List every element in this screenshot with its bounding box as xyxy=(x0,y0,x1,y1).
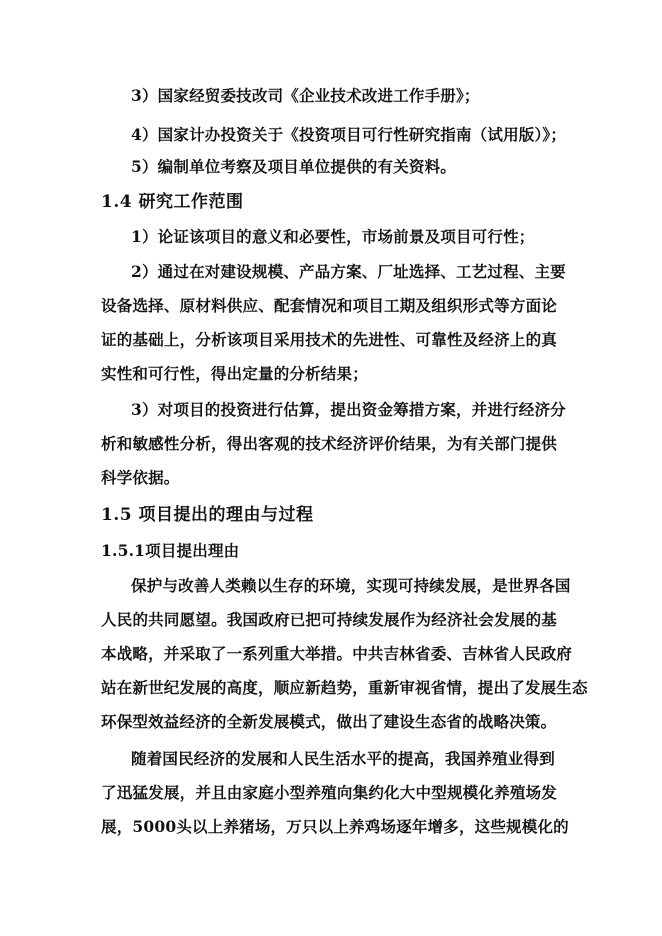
scope-item-1: 1）论证该项目的意义和必要性，市场前景及项目可行性； xyxy=(131,227,535,246)
scope-item-2-line-1: 2）通过在对建设规模、产品方案、厂址选择、工艺过程、主要 xyxy=(131,262,566,281)
reason-para-1-line-5: 环保型效益经济的全新发展模式，做出了建设生态省的战略决策。 xyxy=(101,712,557,731)
scope-item-2-line-3: 证的基础上，分析该项目采用技术的先进性、可靠性及经济上的真 xyxy=(101,330,557,349)
scope-item-2-line-2: 设备选择、原材料供应、配套情况和项目工期及组织形式等方面论 xyxy=(101,296,557,315)
reference-item-5: 5）编制单位考察及项目单位提供的有关资料。 xyxy=(131,157,456,176)
reason-para-2-line-1: 随着国民经济的发展和人民生活水平的提高，我国养殖业得到 xyxy=(131,749,555,768)
section-1-5-title: 1.5 项目提出的理由与过程 xyxy=(101,505,314,525)
reference-item-4: 4）国家计办投资关于《投资项目可行性研究指南（试用版）》； xyxy=(131,125,567,144)
section-1-5-1-title: 1.5.1项目提出理由 xyxy=(101,541,240,560)
reason-para-1-line-4: 站在新世纪发展的高度，顺应新趋势，重新审视省情，提出了发展生态 xyxy=(101,678,588,697)
reason-para-1-line-1: 保护与改善人类赖以生存的环境，实现可持续发展，是世界各国 xyxy=(131,576,571,595)
scope-item-3-line-1: 3）对项目的投资进行估算，提出资金筹措方案，并进行经济分 xyxy=(131,400,566,419)
reason-para-2-line-2: 了迅猛发展，并且由家庭小型养殖向集约化大中型规模化养殖场发 xyxy=(101,783,557,802)
section-1-4-title: 1.4 研究工作范围 xyxy=(101,192,244,212)
reference-item-3: 3）国家经贸委技改司《企业技术改进工作手册》； xyxy=(131,86,480,105)
reason-para-1-line-3: 本战略，并采取了一系列重大举措。中共吉林省委、吉林省人民政府 xyxy=(101,644,573,663)
scope-item-3-line-3: 科学依据。 xyxy=(101,468,180,487)
reason-para-2-line-3: 展，5000头以上养猪场，万只以上养鸡场逐年增多，这些规模化的 xyxy=(101,817,569,836)
reason-para-1-line-2: 人民的共同愿望。我国政府已把可持续发展作为经济社会发展的基 xyxy=(101,610,557,629)
scope-item-2-line-4: 实性和可行性，得出定量的分析结果； xyxy=(101,364,368,383)
scope-item-3-line-2: 析和敏感性分析，得出客观的技术经济评价结果，为有关部门提供 xyxy=(101,434,557,453)
